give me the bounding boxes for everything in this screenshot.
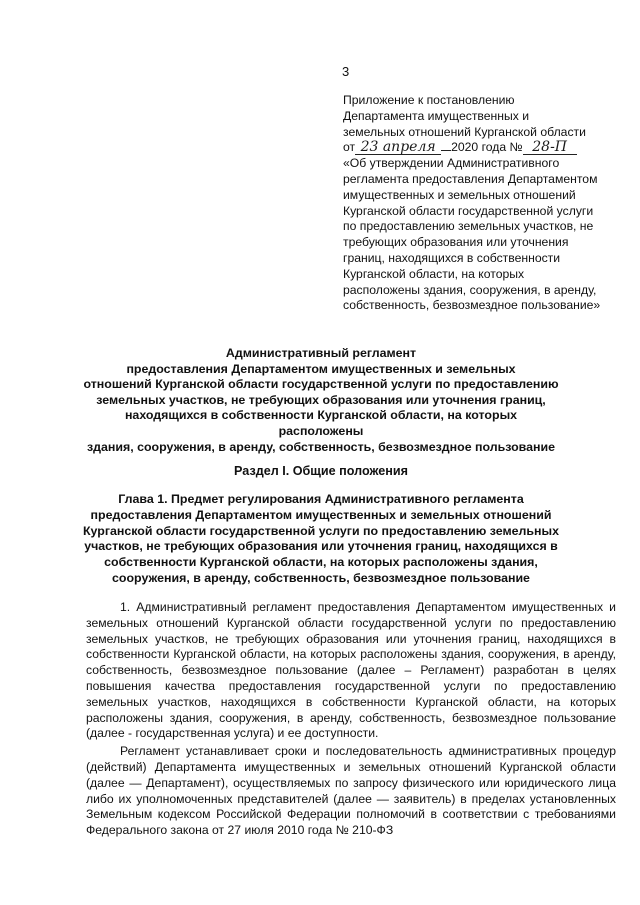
section-heading: Раздел I. Общие положения [234, 464, 408, 478]
handwritten-date: 23 апреля [355, 141, 441, 155]
appendix-line: расположены здания, сооружения, в аренду, [343, 282, 597, 297]
date-underline [441, 140, 451, 151]
title-line: отношений Курганской области государственной услуги по предоставлению [83, 377, 559, 392]
chapter-heading [82, 492, 560, 587]
title-line: Административный регламент [225, 346, 417, 360]
appendix-line: земельных отношений Курганской области [343, 124, 586, 139]
chapter-line: Глава 1. Предмет регулирования Административного регламента [118, 492, 524, 506]
appendix-line: Курганской области, на которых [343, 266, 525, 281]
appendix-line: требующих образования или уточнения [343, 235, 569, 250]
chapter-line: сооружения, в аренду, собственность, безвозмездное пользование [112, 570, 530, 585]
paragraph: 1. Административный регламент предоставления Департаментом имущественных и земельных отношений Курганской области государственной услуги по предоставлению земельных участков, не требующих образования или уточнения границ, находящихся в собственности Курганской области, на которых расположены здания, сооружения, в аренду, собственность, безвозмездное пользование (далее – Регламент) разработан в целях повышения качества предоставления государственной услуги по предоставлению земельных участков, находящихся в собственности Курганской области, на которых расположены здания, сооружения, в аренду, собственность, безвозмездное пользование (далее - государственная услуга) и ее доступности. [86, 600, 616, 741]
from-prefix: от [343, 140, 356, 155]
appendix-line: Департамента имущественных и [343, 108, 530, 123]
title-line: здания, сооружения, в аренду, собственность, безвозмездное пользование [86, 439, 556, 454]
title-line: земельных участков, не требующих образования или уточнения границ, [96, 392, 546, 407]
document-title [82, 346, 560, 455]
appendix-line: регламента предоставления Департаментом [343, 171, 598, 186]
year-text: 2020 года № [451, 140, 523, 155]
title-line: предоставления Департаментом имущественных и земельных [126, 361, 516, 376]
handwritten-number: 28-П [523, 141, 577, 155]
chapter-line: участков, не требующих образования или уточнения границ, находящихся в [84, 539, 558, 554]
appendix-line: имущественных и земельных отношений [343, 187, 576, 202]
page-number: 3 [342, 64, 350, 79]
chapter-line: Курганской области государственной услуги по предоставлению земельных [82, 523, 559, 538]
paragraph: Регламент устанавливает сроки и последовательность административных процедур (действий) Департамента имущественных и земельных отношений Курганской области (далее — Департамент), осуществляемых по запросу физического или юридического лица либо их уполномоченных представителей (далее — заявитель) в пределах установленных Земельным кодексом Российской Федерации полномочий в соответствии с требованиями Федерального закона от 27 июля 2010 года № 210-ФЗ [86, 744, 616, 838]
chapter-line: предоставления Департаментом имущественных и земельных отношений [90, 507, 552, 522]
appendix-date-line [343, 140, 613, 156]
appendix-line: границ, находящихся в собственности [343, 250, 561, 265]
appendix-header [343, 93, 613, 314]
appendix-line: «Об утверждении Административного [343, 156, 560, 171]
appendix-line: Курганской области государственной услуги [343, 203, 594, 218]
appendix-line: собственность, безвозмездное пользование» [343, 298, 601, 313]
appendix-line: по предоставлению земельных участков, не [343, 219, 594, 234]
appendix-line: Приложение к постановлению [343, 93, 515, 107]
title-line: находящихся в собственности Курганской области, на которых расположены [124, 408, 518, 438]
chapter-line: собственности Курганской области, на которых расположены здания, [104, 555, 538, 570]
body-text [86, 600, 616, 839]
